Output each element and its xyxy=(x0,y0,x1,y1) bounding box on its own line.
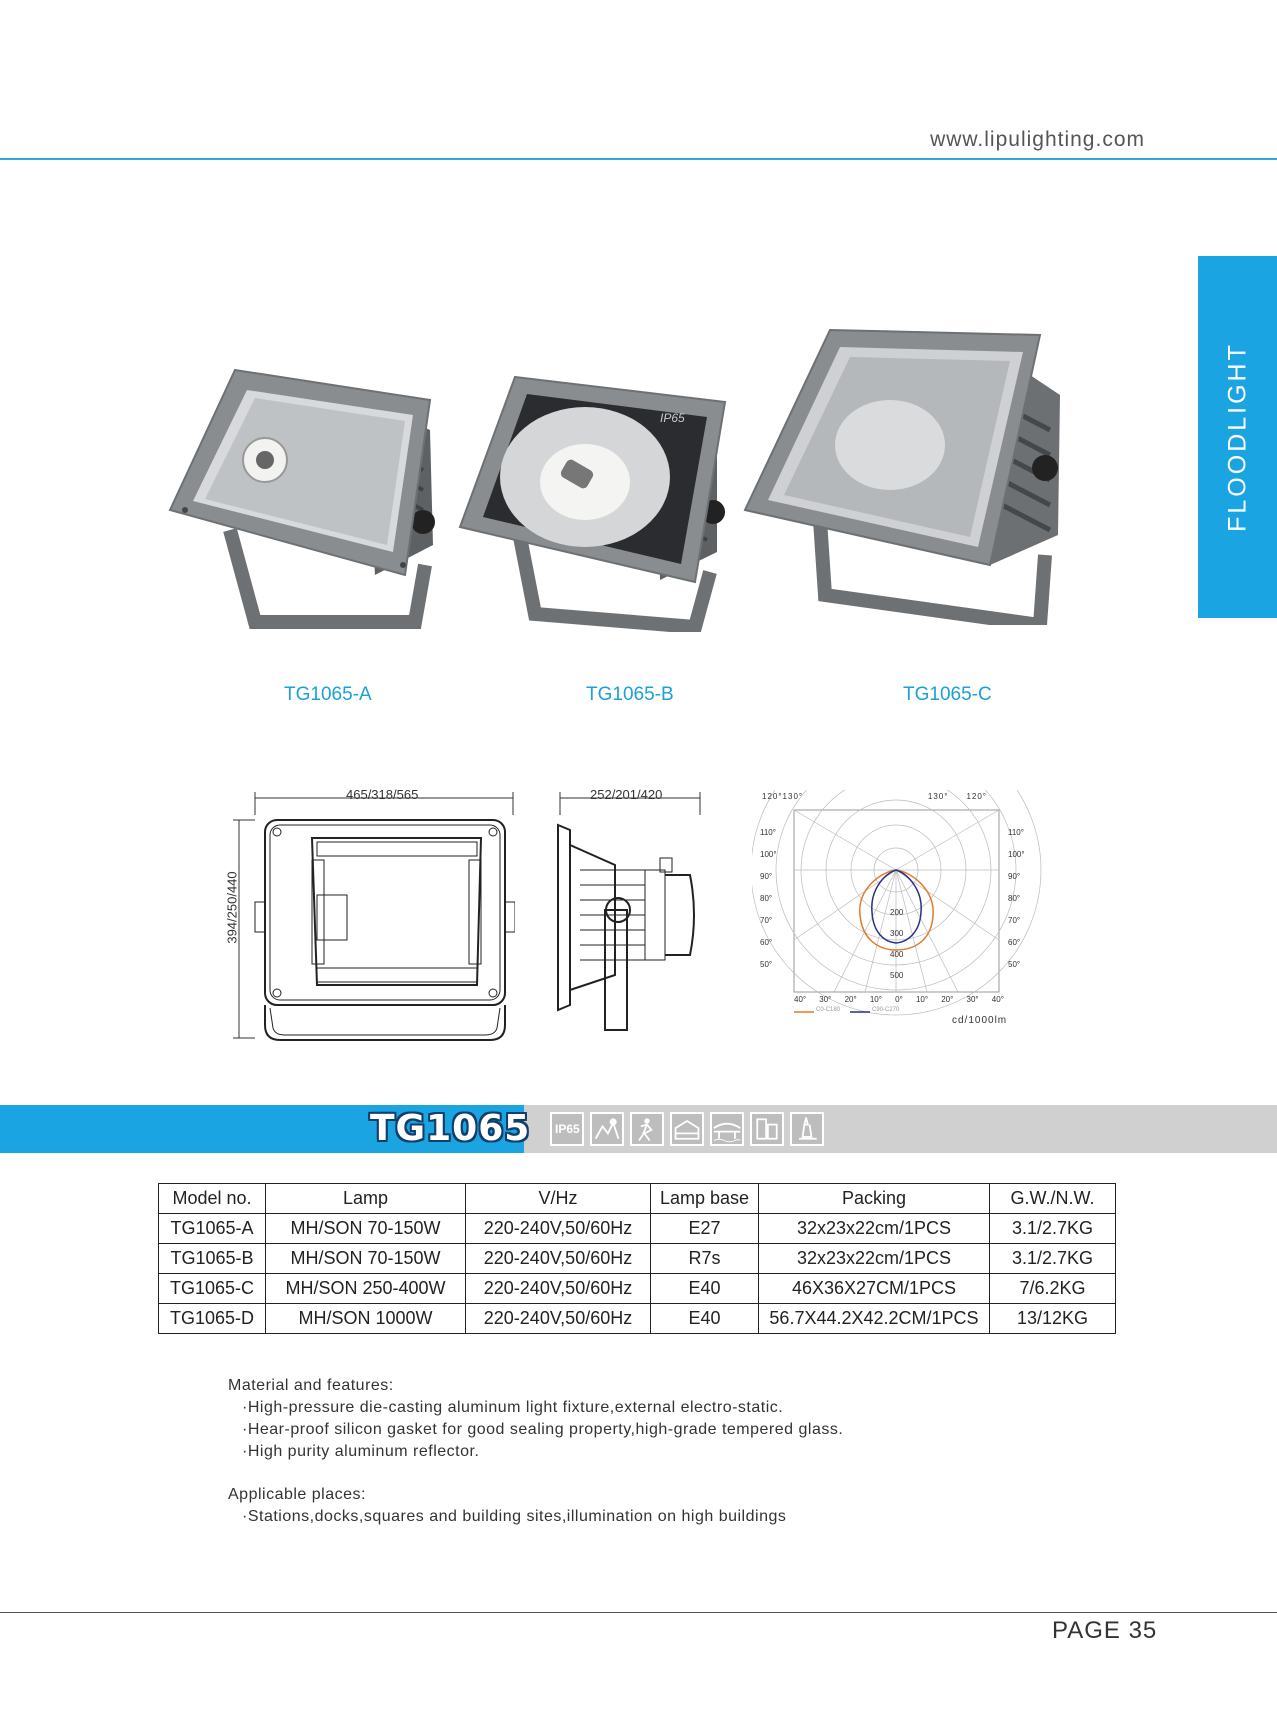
column-header: V/Hz xyxy=(466,1184,651,1214)
side-view-drawing xyxy=(550,790,730,1050)
ring-label: 300 xyxy=(890,929,904,938)
product-image-tg1065-c xyxy=(740,325,1070,625)
table-cell: TG1065-B xyxy=(159,1244,266,1274)
table-cell: MH/SON 1000W xyxy=(266,1304,466,1334)
column-header: Packing xyxy=(759,1184,990,1214)
angle-label: 90° xyxy=(1008,872,1021,881)
ring-label: 500 xyxy=(890,971,904,980)
angle-label: 120° xyxy=(762,792,783,801)
table-cell: E40 xyxy=(651,1274,759,1304)
table-cell: MH/SON 70-150W xyxy=(266,1244,466,1274)
table-row xyxy=(159,1244,1116,1274)
angle-label: 100° xyxy=(1008,850,1025,859)
feature-item: ·High purity aluminum reflector. xyxy=(242,1443,480,1460)
angle-label: 60° xyxy=(760,938,773,947)
statue-icon xyxy=(790,1112,824,1146)
bottom-angle-labels xyxy=(794,995,1004,1004)
angle-label: 40° xyxy=(794,995,807,1004)
bridge-icon xyxy=(710,1112,744,1146)
site-url[interactable]: www.lipulighting.com xyxy=(930,128,1145,151)
angle-label: 60° xyxy=(1008,938,1021,947)
ring-label: 400 xyxy=(890,950,904,959)
angle-label: 90° xyxy=(760,872,773,881)
angle-label: 50° xyxy=(760,960,773,969)
column-header: Lamp xyxy=(266,1184,466,1214)
table-row xyxy=(159,1304,1116,1334)
table-cell: 7/6.2KG xyxy=(990,1274,1116,1304)
angle-label: 50° xyxy=(1008,960,1021,969)
angle-label: 10° xyxy=(869,995,882,1004)
angle-label: 10° xyxy=(915,995,929,1004)
table-header-row xyxy=(159,1184,1116,1214)
table-cell: R7s xyxy=(651,1244,759,1274)
feature-item: ·High-pressure die-casting aluminum light fixture,external electro-static. xyxy=(242,1399,784,1416)
ip65-icon-label: IP65 xyxy=(555,1122,580,1136)
legend-c90-label: C90-C270 xyxy=(872,1007,900,1013)
angle-label: 40° xyxy=(991,995,1004,1004)
place-item: ·Stations,docks,squares and building sites,illumination on high buildings xyxy=(242,1508,787,1525)
table-cell: MH/SON 70-150W xyxy=(266,1214,466,1244)
places-heading: Applicable places: xyxy=(228,1486,366,1503)
angle-label: 80° xyxy=(1008,894,1021,903)
spec-table xyxy=(158,1183,1116,1334)
right-angle-labels xyxy=(1008,822,1025,976)
page-number: PAGE 35 xyxy=(1052,1617,1158,1644)
table-cell: E40 xyxy=(651,1304,759,1334)
table-cell: TG1065-D xyxy=(159,1304,266,1334)
table-cell: TG1065-A xyxy=(159,1214,266,1244)
legend-c0-label: C0-C180 xyxy=(816,1007,841,1013)
angle-label: 0° xyxy=(895,995,903,1004)
features-heading: Material and features: xyxy=(228,1377,394,1394)
table-cell: MH/SON 250-400W xyxy=(266,1274,466,1304)
column-header: Lamp base xyxy=(651,1184,759,1214)
model-caption-c: TG1065-C xyxy=(903,684,992,705)
angle-label: 70° xyxy=(1008,916,1021,925)
table-cell: 13/12KG xyxy=(990,1304,1116,1334)
depth-dimension: 252/201/420 xyxy=(590,787,663,802)
angle-label: 110° xyxy=(1008,828,1024,837)
table-cell: 3.1/2.7KG xyxy=(990,1244,1116,1274)
ring-label: 200 xyxy=(890,908,904,917)
building-icon xyxy=(670,1112,704,1146)
column-header: Model no. xyxy=(159,1184,266,1214)
category-tab xyxy=(1198,256,1277,618)
column-header: G.W./N.W. xyxy=(990,1184,1116,1214)
light-distribution-curve xyxy=(752,790,1042,1030)
table-cell: TG1065-C xyxy=(159,1274,266,1304)
table-cell: 220-240V,50/60Hz xyxy=(466,1274,651,1304)
sports-icon xyxy=(630,1112,664,1146)
angle-label: 130° xyxy=(782,792,804,801)
angle-label: 130° xyxy=(927,792,949,801)
angle-label: 120° xyxy=(966,792,987,801)
table-cell: 220-240V,50/60Hz xyxy=(466,1244,651,1274)
angle-label: 20° xyxy=(941,995,954,1004)
angle-label: 20° xyxy=(844,995,857,1004)
category-tab-label: FLOODLIGHT xyxy=(1223,342,1251,532)
height-dimension: 394/250/440 xyxy=(224,871,240,944)
top-angle-labels xyxy=(762,792,987,801)
facade-icon xyxy=(750,1112,784,1146)
tree-lighting-icon xyxy=(590,1112,624,1146)
angle-label: 110° xyxy=(760,828,776,837)
angle-label: 30° xyxy=(819,995,832,1004)
table-cell: 32x23x22cm/1PCS xyxy=(759,1214,990,1244)
unit-label: cd/1000lm xyxy=(952,1015,1008,1026)
table-row xyxy=(159,1274,1116,1304)
header-divider xyxy=(0,158,1277,160)
angle-label: 100° xyxy=(760,850,777,859)
feature-item: ·Hear-proof silicon gasket for good sealing property,high-grade tempered glass. xyxy=(242,1421,844,1438)
model-caption-a: TG1065-A xyxy=(284,684,372,705)
product-image-tg1065-a xyxy=(165,360,465,630)
width-dimension: 465/318/565 xyxy=(346,787,419,802)
model-caption-b: TG1065-B xyxy=(586,684,674,705)
ip65-icon xyxy=(550,1112,584,1146)
footer-divider xyxy=(0,1612,1277,1613)
angle-label: 80° xyxy=(760,894,773,903)
angle-label: 30° xyxy=(966,995,979,1004)
table-cell: 3.1/2.7KG xyxy=(990,1214,1116,1244)
glass-ip-label: IP65 xyxy=(660,411,685,425)
table-cell: 56.7X44.2X42.2CM/1PCS xyxy=(759,1304,990,1334)
table-cell: E27 xyxy=(651,1214,759,1244)
angle-label: 70° xyxy=(760,916,773,925)
ring-labels xyxy=(890,902,903,986)
series-title: TG1065 xyxy=(370,1108,531,1149)
front-view-drawing xyxy=(225,790,515,1050)
table-cell: 32x23x22cm/1PCS xyxy=(759,1244,990,1274)
table-cell: 46X36X27CM/1PCS xyxy=(759,1274,990,1304)
table-cell: 220-240V,50/60Hz xyxy=(466,1304,651,1334)
table-row xyxy=(159,1214,1116,1244)
left-angle-labels xyxy=(760,822,777,976)
product-image-tg1065-b xyxy=(455,372,745,632)
table-cell: 220-240V,50/60Hz xyxy=(466,1214,651,1244)
